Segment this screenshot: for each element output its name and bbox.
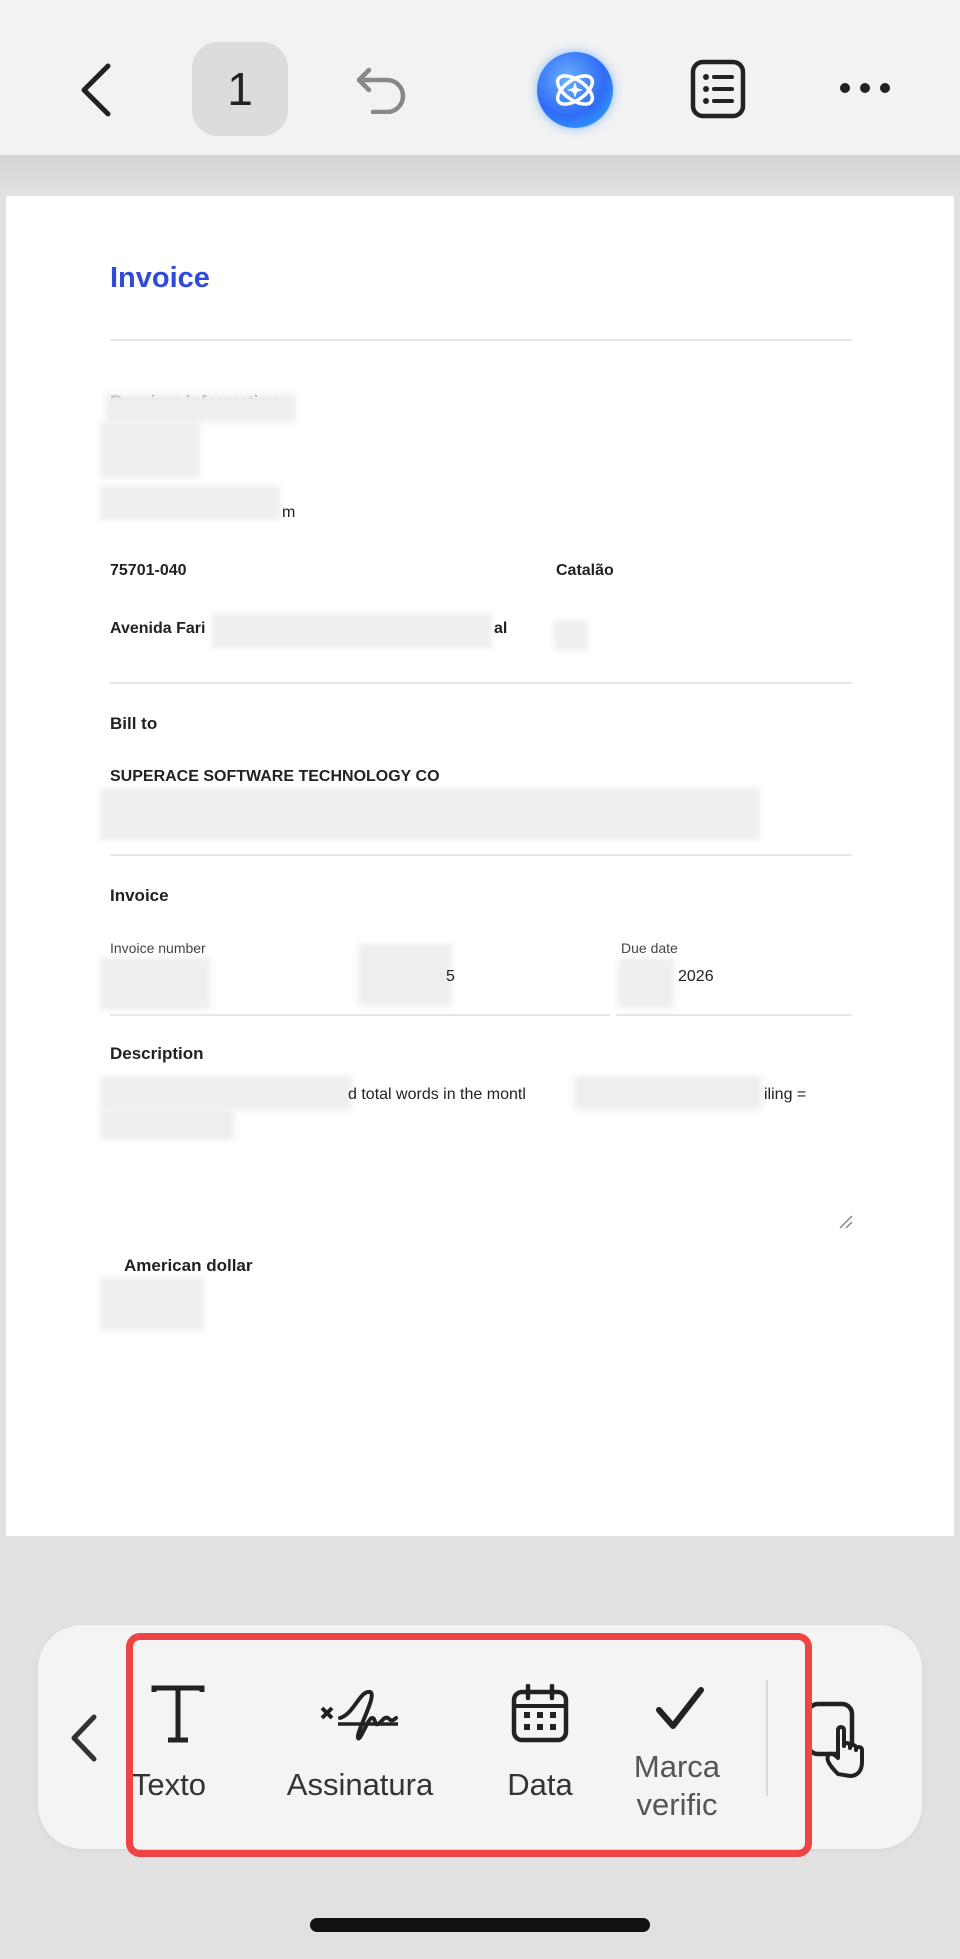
page-number-button[interactable]	[192, 42, 288, 136]
invoice-document	[6, 196, 954, 1536]
undo-button[interactable]	[350, 56, 416, 122]
touch-select-icon	[804, 1700, 880, 1780]
invoice-number-tail: 5	[446, 968, 455, 985]
touch-select-button[interactable]	[804, 1700, 880, 1780]
redacted-block	[100, 1278, 204, 1330]
signature-icon	[320, 1684, 400, 1744]
calendar-icon	[510, 1684, 570, 1744]
description-text-end: iling =	[764, 1086, 807, 1103]
tool-strip	[130, 1640, 730, 1840]
tool-checkmark-label-line2: verific	[636, 1787, 718, 1822]
redacted-block	[554, 620, 588, 650]
divider	[110, 854, 852, 856]
receiver-street-start: Avenida Fari	[110, 620, 206, 637]
tool-text[interactable]	[130, 1640, 210, 1840]
toolbar-shadow	[0, 155, 960, 195]
list-icon	[690, 59, 746, 119]
bill-to-company: SUPERACE SOFTWARE TECHNOLOGY CO	[110, 768, 440, 785]
currency-label: American dollar	[124, 1256, 253, 1275]
chevron-left-icon[interactable]	[68, 1713, 98, 1763]
redacted-block	[100, 1076, 352, 1110]
resize-handle-icon[interactable]	[838, 1214, 854, 1230]
redacted-block	[100, 1108, 234, 1140]
text-tool-icon	[148, 1684, 208, 1744]
divider	[616, 1014, 852, 1016]
tool-signature[interactable]	[270, 1640, 450, 1840]
more-horizontal-icon	[837, 80, 893, 96]
home-indicator[interactable]	[310, 1918, 650, 1932]
divider	[110, 1014, 610, 1016]
tool-text-label: Texto	[131, 1767, 206, 1802]
due-date-tail: 2026	[678, 968, 714, 985]
redacted-block	[100, 422, 200, 478]
invoice-section-label: Invoice	[110, 886, 169, 905]
receiver-email-tail: m	[282, 504, 296, 521]
description-text: d total words in the montl	[348, 1086, 526, 1103]
description-label: Description	[110, 1044, 204, 1063]
redacted-block	[100, 958, 210, 1010]
tool-checkmark-label-line1: Marca	[633, 1749, 721, 1784]
bill-to-label: Bill to	[110, 714, 158, 733]
undo-icon	[355, 64, 411, 114]
receiver-city: Catalão	[556, 562, 614, 579]
top-toolbar	[0, 0, 960, 155]
receiver-zip: 75701-040	[110, 562, 187, 579]
redacted-block	[100, 486, 280, 520]
back-button[interactable]	[66, 55, 126, 125]
redacted-block	[100, 788, 760, 840]
redacted-block	[574, 1076, 762, 1110]
redacted-block	[618, 958, 674, 1008]
tool-date-label: Data	[507, 1767, 573, 1802]
invoice-number-label: Invoice number	[110, 940, 206, 956]
more-options-button[interactable]	[832, 60, 898, 116]
toolbar-divider	[766, 1680, 768, 1796]
redacted-block	[212, 614, 492, 648]
ai-assistant-icon	[549, 64, 601, 116]
page-number: 1	[227, 63, 253, 115]
tool-checkmark[interactable]	[624, 1640, 730, 1840]
divider	[110, 682, 852, 684]
chevron-left-icon	[76, 62, 116, 118]
document-page[interactable]	[6, 196, 954, 1536]
outline-button[interactable]	[688, 56, 748, 122]
redacted-block	[358, 944, 452, 1006]
invoice-title: Invoice	[110, 262, 210, 294]
due-date-label: Due date	[621, 940, 678, 956]
redacted-block	[106, 394, 296, 422]
receiver-street-end: al	[494, 620, 508, 637]
divider	[110, 339, 852, 341]
tool-signature-label: Assinatura	[286, 1767, 434, 1802]
ai-assistant-button[interactable]	[537, 52, 613, 128]
tool-date[interactable]	[478, 1640, 602, 1840]
checkmark-icon	[655, 1684, 705, 1734]
